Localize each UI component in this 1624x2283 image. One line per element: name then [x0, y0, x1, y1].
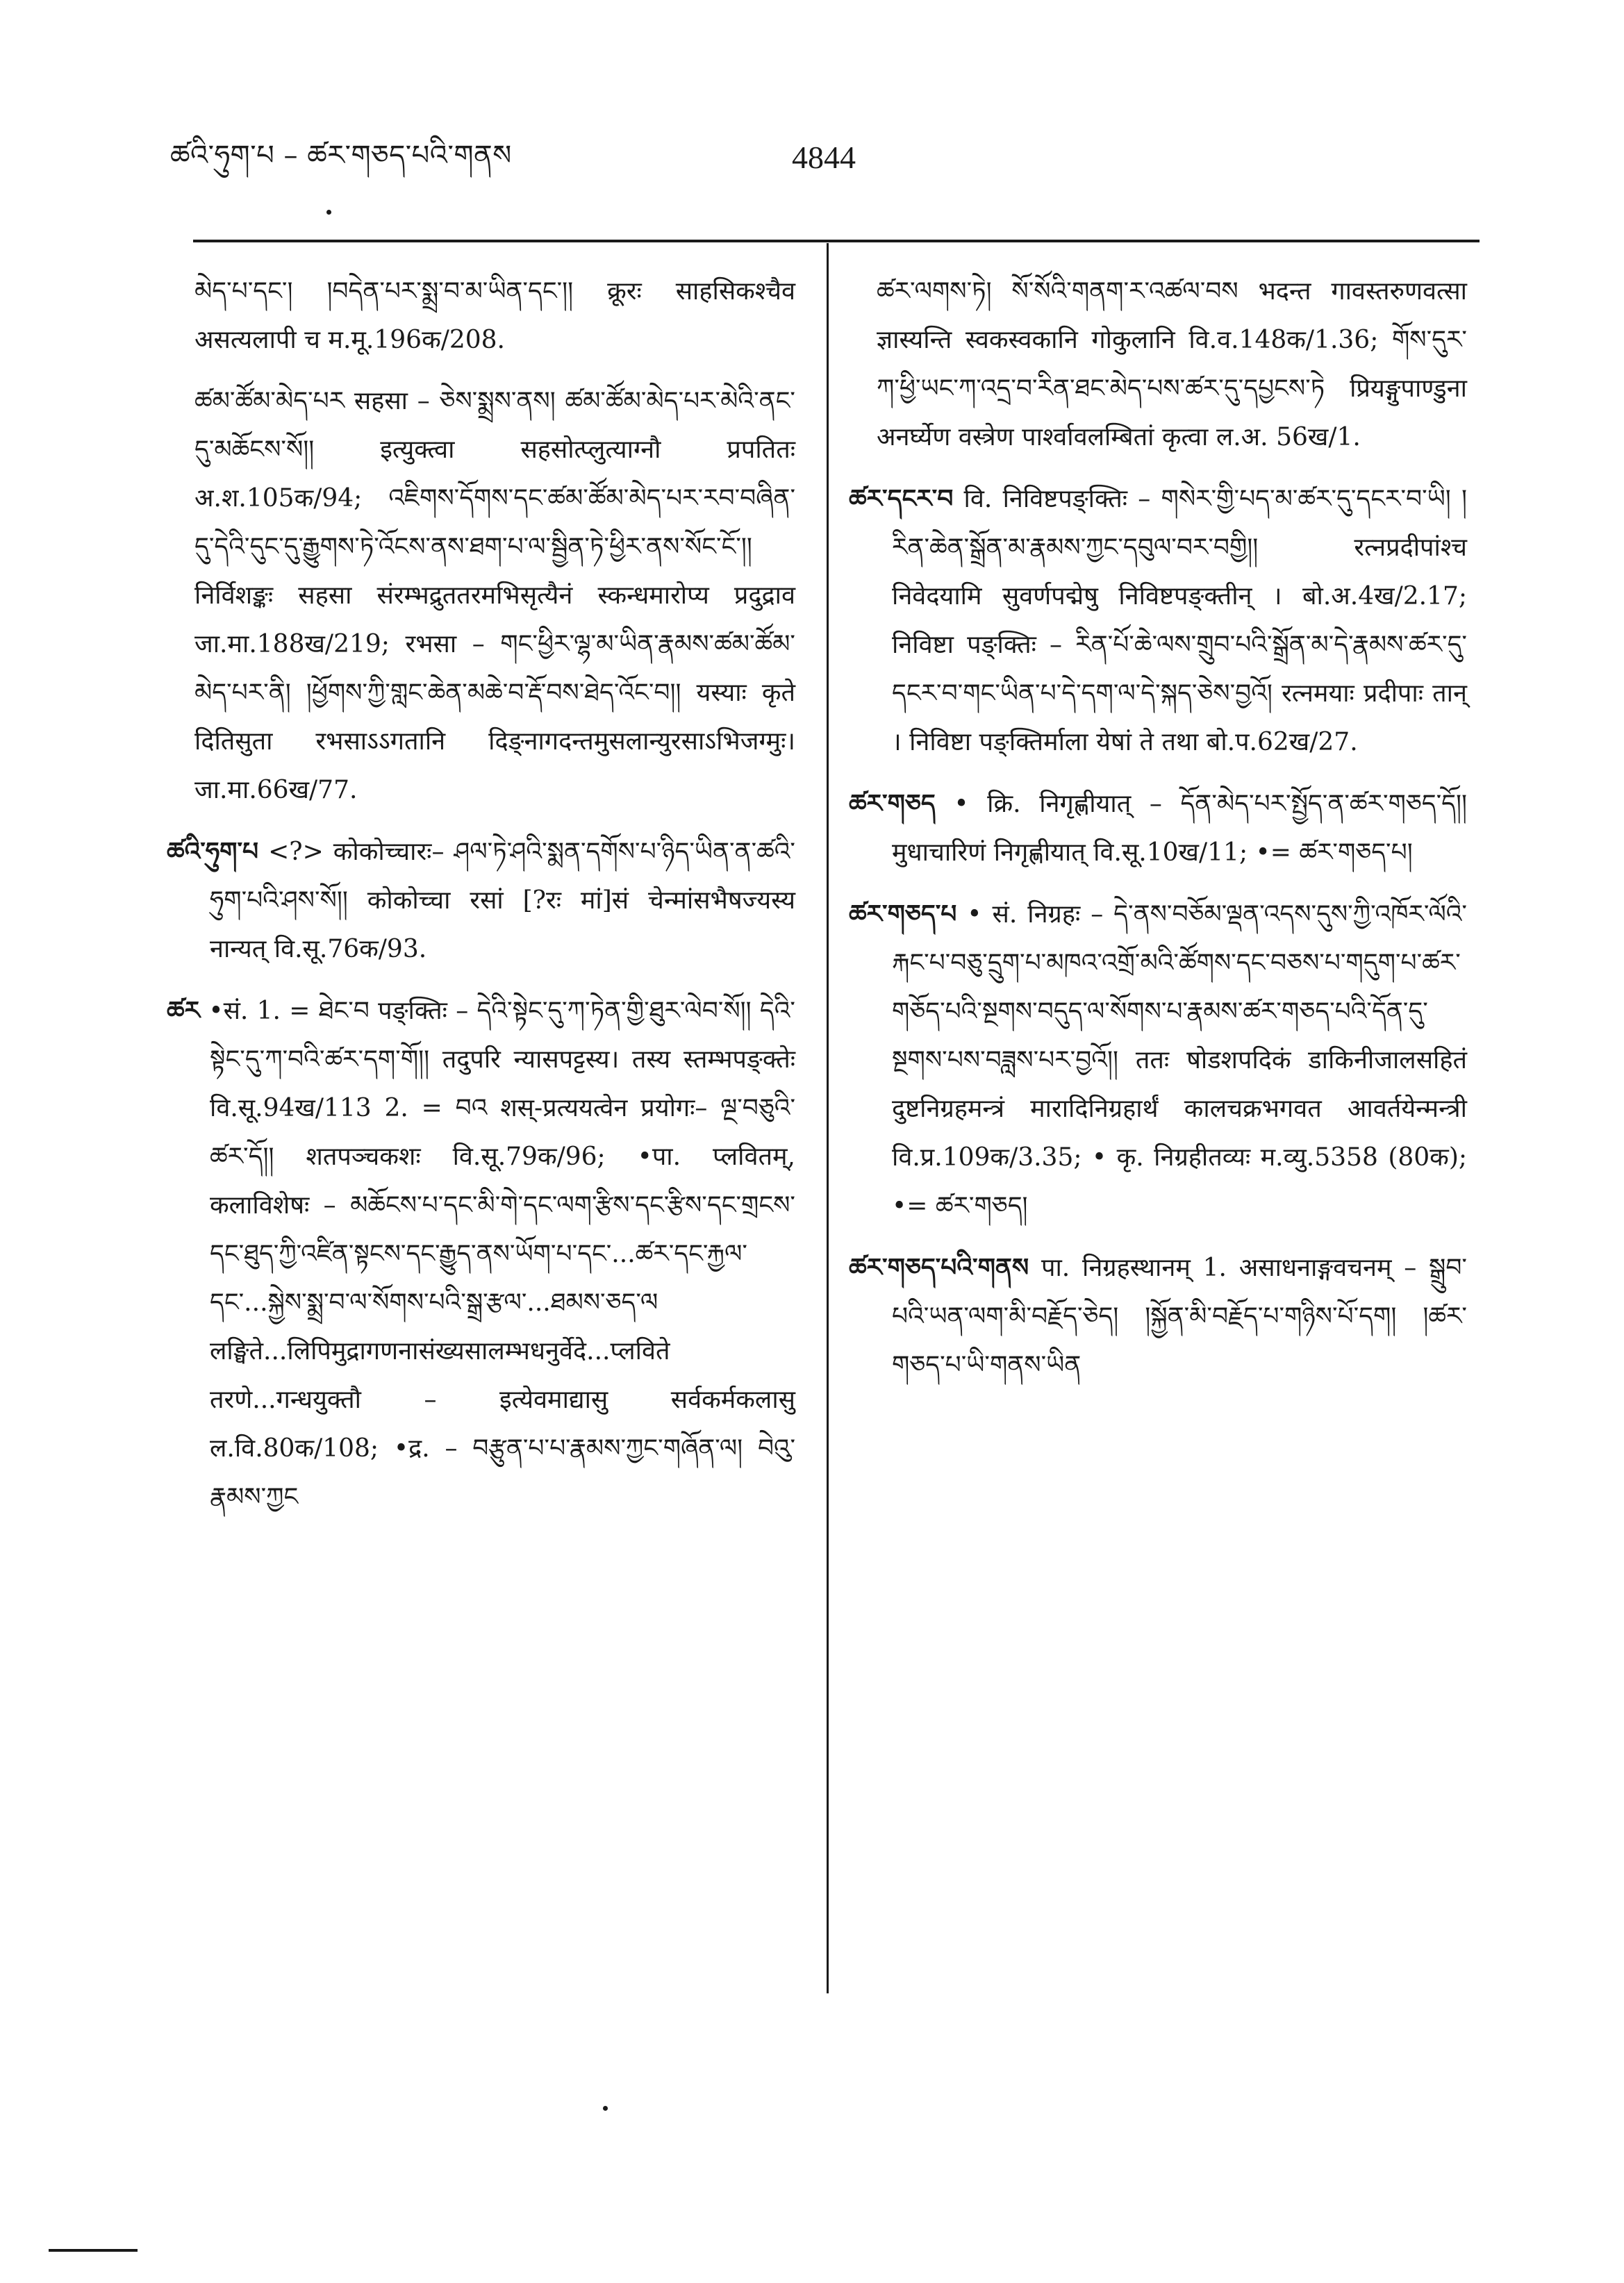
running-head: ཚའི་ཧུག་པ – ཚར་གཅད་པའི་གནས	[170, 140, 512, 172]
dictionary-entry	[849, 890, 1467, 1231]
footer-rule	[49, 2249, 138, 2252]
headword: ཚར་དངར་བ	[849, 484, 954, 513]
entry-body: पा. निग्रहस्थानम् 1. असाधनाङ्गवचनम् – སྒྲུབ་པའི་ཡན་ལག་མི་བརྗོད་ཅེད། །སྐྱོན་མི་བརྗོད་པ་གཉིས་པོ་དག། །ཚར་གཅད་པ་ཡི་གནས་ཡིན	[892, 1254, 1467, 1379]
dictionary-entry	[849, 474, 1467, 767]
page-number: 4844	[792, 140, 856, 175]
entry-body: •सं. 1. = ཐེང་བ पङ्क्तिः – དེའི་སྟེང་དུ་ཀ་ཏེན་གྱི་ཐུར་ལེབ་སོ།། དེའི་སྟེང་དུ་ཀ་བའི་ཚར་དག་གོ།། तदुपरि न्यासपट्टस्य। तस्य स्तम्भपङ्क्तेः वि.सू.94ख/113 2. = བའ शस्-प्रत्ययत्वेन प्रयोगः– ལྔ་བཅུའི་ཚར་དོ།། शतपञ्चकशः वि.सू.79क/96; •पा. प्लवितम्, कलाविशेषः – མཆོངས་པ་དང་མི་གེ་དང་ལག་རྩིས་དང་རྩིས་དང་གྲངས་དང་ཐུད་ཀྱི་འཛིན་སྟངས་དང་རྒྱུད་ནས་ཡོག་པ་དང་...ཚར་དང་རྐྱལ་དང་...སྐྱེས་སྨྲ་བ་ལ་སོགས་པའི་སྒྲ་རྩལ་...ཐམས་ཅད་ལ लङ्घिते...लिपिमुद्रागणनासंख्यसालम्भधनुर्वेदे...प्लविते तरणे...गन्धयुक्तौ – इत्येवमाद्यासु सर्वकर्मकलासु ल.वि.80क/108; •द्र. – བརྩུན་པ་པ་རྣམས་ཀྱང་གཞོན་ལ། བེའུ་རྣམས་ཀྱང	[200, 997, 795, 1511]
stray-dot	[326, 210, 331, 215]
dictionary-entry	[167, 827, 795, 974]
headword: ཚར་གཅད	[849, 789, 936, 818]
entry-body: <?> कोकोच्चारः– ཤལ་ཏེ་ཤའི་སྨན་དགོས་པ་ཉིད་ཡིན་ན་ཚའི་ཧུག་པའི་ཤས་སོ།། कोकोच्चा रसां [?रः मां]सं चेन्मांसभैषज्यस्य नान्यत् वि.सू.76क/93.	[210, 838, 795, 963]
dictionary-entry	[167, 986, 795, 1522]
entry-body: • क्रि. निगृह्णीयात् – དོན་མེད་པར་སྤྱོད་ན་ཚར་གཅད་དོ།། मुधाचारिणं निगृह्णीयात् वि.सू.10ख/11; •= ཚར་གཅད་པ།	[892, 790, 1467, 867]
left-column	[167, 267, 795, 1534]
entry-subsense: ཚམ་ཚོམ་མེད་པར सहसा – ཅེས་སྨྲས་ནས། ཚམ་ཚོམ་མེད་པར་མེའི་ནང་དུ་མཆོངས་སོ།། इत्युक्त्वा सहसोत्प्लुत्याग्नौ प्रपतितः अ.श.105क/94; འཇིགས་དོགས་དང་ཚམ་ཚོམ་མེད་པར་རབ་བཞིན་དུ་དེའི་དུང་དུ་རྒྱུགས་ཏེ་འོངས་ནས་ཐག་པ་ལ་སྦྱིན་ཏེ་ཕྱིར་ནས་སོང་ངོ་།། निर्विशङ्कः सहसा संरम्भद्रुततरमभिसृत्यैनं स्कन्धमारोप्य प्रदुद्राव जा.मा.188ख/219; रभसा – གང་ཕྱིར་ལྷ་མ་ཡིན་རྣམས་ཚམ་ཚོམ་མེད་པར་ནི། །ཕྱོགས་ཀྱི་གླང་ཆེན་མཆེ་བ་རྡོ་བས་ཐེད་འོང་བ།། यस्याः कृते दितिसुता रभसाऽऽगतानि दिङ्नागदन्तमुसलान्युरसाऽभिजग्मुः। जा.मा.66ख/77.	[194, 387, 795, 804]
stray-dot	[603, 2106, 608, 2111]
headword: ཚར	[167, 996, 201, 1025]
right-column	[849, 267, 1467, 1402]
dictionary-entry	[849, 1243, 1467, 1390]
column-divider	[827, 243, 829, 1993]
entry-continuation: མེད་པ་དང་། །བདེན་པར་སྨྲ་བ་མ་ཡིན་དང་།། क्रूरः साहसिकश्चैव असत्यलापी च म.मू.196क/208.	[194, 277, 795, 354]
headword: ཚར་གཅད་པའི་གནས	[849, 1253, 1029, 1282]
header-rule	[193, 240, 1480, 242]
entry-body: • सं. निग्रहः – དེ་ནས་བཅོམ་ལྡན་འདས་དུས་ཀྱི་འཁོར་ལོའི་རྐང་པ་བཅུ་དྲུག་པ་མཁའ་འགྲོ་མའི་ཚོགས་དང་བཅས་པ་གདུག་པ་ཚར་གཅོད་པའི་སྔགས་བདུད་ལ་སོགས་པ་རྣམས་ཚར་གཅད་པའི་དོན་དུ་སྔགས་པས་བཟླས་པར་བྱའོ།། ततः षोडशपदिकं डाकिनीजालसहितं दुष्टनिग्रहमन्त्रं मारादिनिग्रहार्थं कालचक्रभगवत आवर्तयेन्मन्त्री वि.प्र.109क/3.35; • कृ. निग्रहीतव्यः म.व्यु.5358 (80क); •= ཚར་གཅད།	[892, 900, 1467, 1220]
dictionary-entry	[849, 779, 1467, 877]
entry-continuation: ཚར་ལགས་ཏེ། སོ་སོའི་གནག་ར་འཚལ་བས भदन्त गावस्तरुणवत्सा ज्ञास्यन्ति स्वकस्वकानि गोकुलानि वि.व.148क/1.36; གོས་དུར་ཀ་ཕྱི་ཡང་ཀ་འདྲ་བ་རིན་ཐང་མེད་པས་ཚར་དུ་དཔྱངས་ཏེ प्रियङ्गुपाण्डुना अनर्घ्येण वस्त्रेण पार्श्वावलम्बितां कृत्वा ल.अ. 56ख/1.	[877, 277, 1467, 451]
entry-body: वि. निविष्टपङ्क्तिः – གསེར་གྱི་པད་མ་ཚར་དུ་དངར་བ་ཡི། །རིན་ཆེན་སྒྲོན་མ་རྣམས་ཀྱང་དབུལ་བར་བགྱི།། रत्नप्रदीपांश्च निवेदयामि सुवर्णपद्मेषु निविष्टपङ्क्तीन् । बो.अ.4ख/2.17; निविष्टा पङ्क्तिः – རིན་པོ་ཆེ་ལས་གྲུབ་པའི་སྒྲོན་མ་དེ་རྣམས་ཚར་དུ་དངར་བ་གང་ཡིན་པ་དེ་དག་ལ་དེ་སྐད་ཅེས་བྱའོ། रत्नमयाः प्रदीपाः तान् । निविष्टा पङ्क्तिर्माला येषां ते तथा बो.प.62ख/27.	[892, 485, 1467, 756]
headword: ཚའི་ཧུག་པ	[167, 837, 259, 866]
headword: ཚར་གཅད་པ	[849, 899, 957, 929]
